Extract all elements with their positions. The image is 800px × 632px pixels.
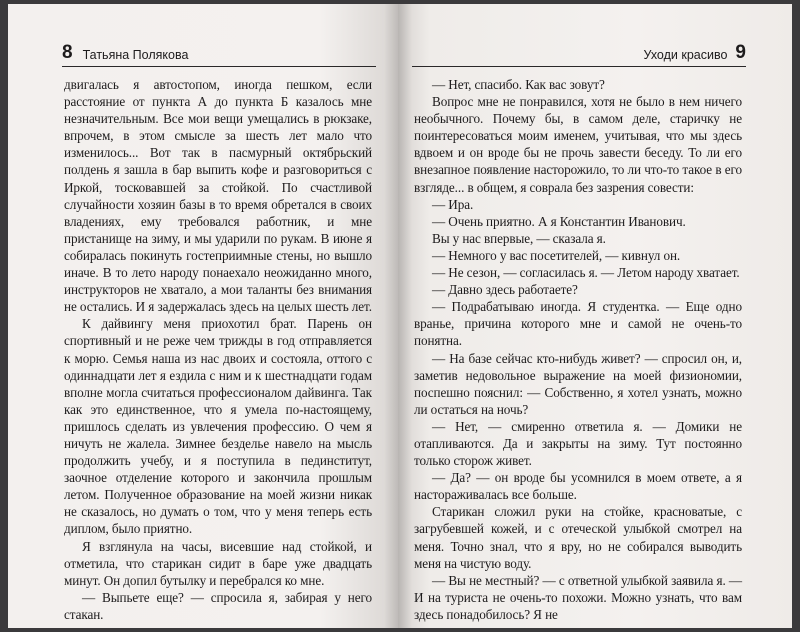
running-head-title: Уходи красиво [643,48,728,62]
paragraph: К дайвингу меня приохотил брат. Парень он спортивный и не реже чем трижды в год отправляется к морю. Семья наша из нас двоих и состояла, оттого с одиннадцати лет я ездила с ним и к шестнадцати годам вполне могла считаться профессионалом дайвинга. Так как это единственное, что я умела по-настоящему, пришлось сделать из увлечения профессию. О чем я ничуть не жалела. Зимнее безделье навело на мысль продолжить учебу, и я поступила в пединститут, заочное отделение которого и закончила прошлым летом. Полученное образование на моей жизни никак не сказалось, но думать о том, что у меня теперь есть диплом, было приятно. [64,316,372,537]
paragraph: — Очень приятно. А я Константин Иванович. [432,213,686,229]
book-spread [8,4,792,628]
paragraph: — Давно здесь работаете? [432,282,578,298]
paragraph: — Выпьете еще? — спросила я, забирая у него стакан. [64,589,372,622]
page-number: 9 [735,42,746,63]
right-page-header [412,40,746,67]
paragraph: — Немного у вас посетителей, — кивнул он. [432,247,681,263]
paragraph: — Подрабатываю иногда. Я студентка. — Еще одно вранье, причина которого мне и самой не очень-то понятна. [414,299,742,349]
paragraph: — Да? — он вроде бы усомнился в моем ответе, а я настораживалась все больше. [414,470,742,503]
paragraph: Вопрос мне не понравился, хотя не было в нем ничего необычного. Почему бы, в самом деле, старичку не поинтересоваться моим именем, учитывая, что мы здесь вдвоем и он вроде бы не прочь завести беседу. То ли его внезапное появление насторожило, то ли что-то такое в его взгляде... в общем, я соврала без зазрения совести: [414,94,742,195]
paragraph: — Ира. [432,196,474,212]
paragraph: Вы у нас впервые, — сказала я. [432,230,606,246]
right-page [398,4,792,628]
paragraph: — Нет, спасибо. Как вас зовут? [432,77,605,92]
paragraph: Старикан сложил руки на стойке, красноватые, с загрубевшей кожей, и с отеческой улыбкой смотрел на меня. Точно знал, что я вру, но не собирался выводить меня на чистую воду. [414,504,742,571]
gutter-shadow [398,4,412,628]
left-page-header [62,40,376,67]
right-page-body [414,76,742,623]
gutter-shadow [384,4,398,628]
paragraph: — Не сезон, — согласилась я. — Летом народу хватает. [432,265,740,281]
paragraph: двигалась я автостопом, иногда пешком, если расстояние от пункта А до пункта Б казалось мне незначительным. Все мои вещи умещались в рюкзаке, впрочем, в этом смысле за шесть лет мало что изменилось... Вот так в пасмурный октябрьский полдень я зашла в бар выпить кофе и разговориться с Иркой, тосковавшей за стойкой. По счастливой случайности хозяин базы в то время обретался в своих владениях, ему требовался работник, и мне пристанище на зиму, и мы ударили по рукам. В июне я собиралась покинуть гостеприимные стены, но вышло иначе. В то лето народу понаехало неожиданно много, инструкторов не хватало, а мои таланты без внимания не остались. И я задержалась здесь на целых шесть лет. [64,77,372,315]
paragraph: — Нет, — смиренно ответила я. — Домики не отапливаются. Да и закрыты на зиму. Тут постоянно только сторож живет. [414,418,742,469]
left-page [8,4,398,628]
paragraph: — Вы не местный? — с ответной улыбкой заявила я. — И на туриста не очень-то похожи. Можно узнать, что вам здесь понадобилось? Я не [414,572,742,622]
left-page-body [64,76,372,623]
paragraph: — На базе сейчас кто-нибудь живет? — спросил он, и, заметив недовольное выражение на моей физиономии, поспешно пояснил: — Собственно, я хотел узнать, можно ли остаться на ночь? [414,350,742,417]
paragraph: Я взглянула на часы, висевшие над стойкой, и отметила, что старикан сидит в баре уже двадцать минут. Он допил бутылку и перебрался ко мне. [64,538,372,588]
running-head-author: Татьяна Полякова [82,48,189,62]
page-number: 8 [62,42,73,63]
